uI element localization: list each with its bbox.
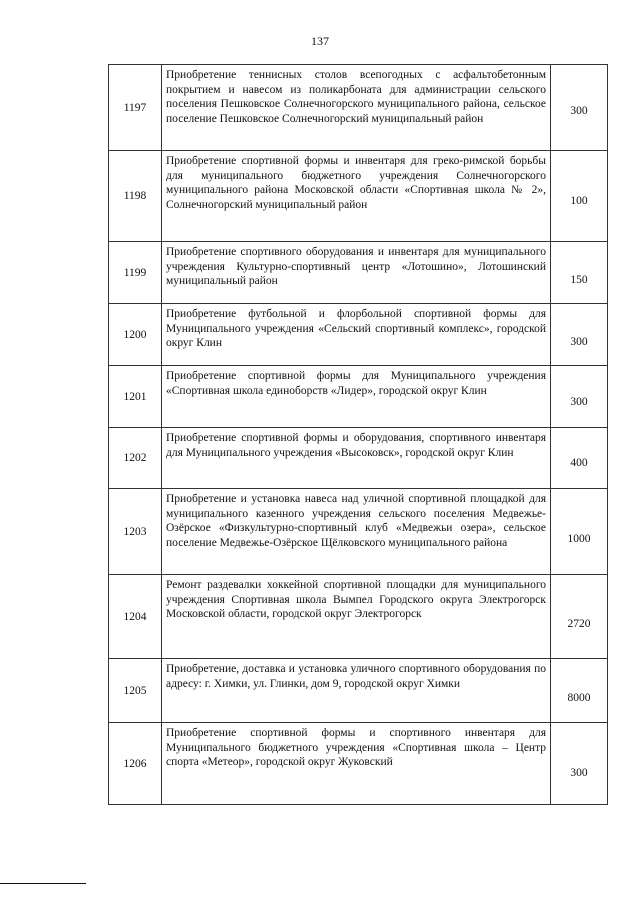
row-description: Приобретение спортивного оборудования и инвентаря для муниципального учреждения Культурно-спортивный центр «Лотошино», Лотошинский муниципальный район [162,242,551,304]
row-description: Приобретение теннисных столов всепогодных с асфальтобетонным покрытием и навесом из поликарбоната для администрации сельского поселения Пешковское Солнечногорского муниципального района, сельское поселение Пешковское Солнечногорский муниципальный район [162,65,551,151]
row-number: 1205 [109,659,162,723]
table-row [109,151,608,242]
funding-table [108,64,608,805]
page-number: 137 [311,34,329,48]
row-number: 1203 [109,489,162,575]
table-row [109,489,608,575]
row-amount: 300 [551,366,608,428]
row-description: Приобретение и установка навеса над уличной спортивной площадкой для муниципального казенного учреждения сельского поселения Медвежье-Озёрское «Физкультурно-спортивный клуб «Медвежьи озера», сельское поселение Медвежье-Озёрское Щёлковского муниципального района [162,489,551,575]
table-row [109,428,608,489]
row-description: Ремонт раздевалки хоккейной спортивной площадки для муниципального учреждения Спортивная школа Вымпел Городского округа Электрогорск Московской области, городской округ Электрогорск [162,575,551,659]
row-number: 1202 [109,428,162,489]
row-number: 1199 [109,242,162,304]
row-amount: 400 [551,428,608,489]
row-amount: 2720 [551,575,608,659]
table-row [109,659,608,723]
row-amount: 300 [551,723,608,805]
row-description: Приобретение, доставка и установка уличного спортивного оборудования по адресу: г. Химки, ул. Глинки, дом 9, городской округ Химки [162,659,551,723]
row-number: 1197 [109,65,162,151]
row-amount: 8000 [551,659,608,723]
row-description: Приобретение спортивной формы и инвентаря для греко-римской борьбы для муниципального бюджетного учреждения Солнечногорского муниципального района Московской области «Спортивная школа № 2», Солнечногорский муниципальный район [162,151,551,242]
table-row [109,575,608,659]
table-row [109,366,608,428]
row-amount: 100 [551,151,608,242]
row-number: 1204 [109,575,162,659]
row-number: 1206 [109,723,162,805]
row-description: Приобретение спортивной формы и спортивного инвентаря для Муниципального бюджетного учреждения «Спортивная школа – Центр спорта «Метеор», городской округ Жуковский [162,723,551,805]
row-amount: 300 [551,304,608,366]
row-amount: 150 [551,242,608,304]
row-number: 1200 [109,304,162,366]
row-number: 1198 [109,151,162,242]
footer-rule [0,883,86,884]
row-number: 1201 [109,366,162,428]
row-description: Приобретение футбольной и флорбольной спортивной формы для Муниципального учреждения «Сельский спортивный комплекс», городской округ Клин [162,304,551,366]
table-row [109,304,608,366]
row-description: Приобретение спортивной формы и оборудования, спортивного инвентаря для Муниципального учреждения «Высоковск», городской округ Клин [162,428,551,489]
table-row [109,65,608,151]
table-row [109,723,608,805]
row-description: Приобретение спортивной формы для Муниципального учреждения «Спортивная школа единоборств «Лидер», городской округ Клин [162,366,551,428]
row-amount: 1000 [551,489,608,575]
table-row [109,242,608,304]
row-amount: 300 [551,65,608,151]
